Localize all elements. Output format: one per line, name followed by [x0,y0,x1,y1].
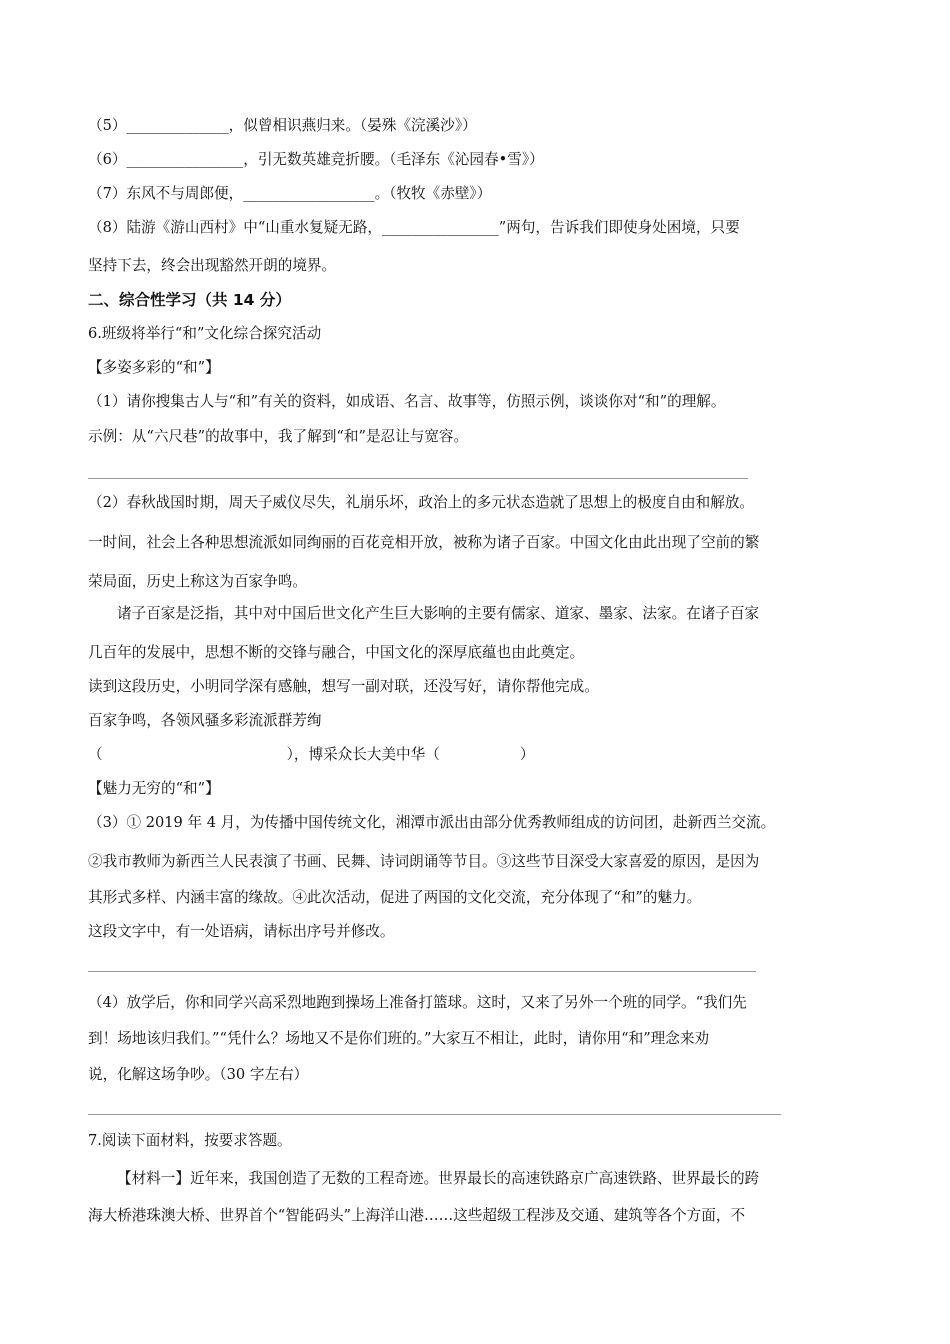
part-4-line-2: 到！场地该归我们。”“凭什么？场地又不是你们班的。”大家互不相让，此时，请你用“和”理念来劝 [88,1030,710,1047]
question-8-line-1: （8）陆游《游山西村》中“山重水复疑无路，________________”两句，告诉我们即使身处困境，只要 [88,219,740,236]
section-heading-comprehensive: 二、综合性学习（共 14 分） [88,291,291,309]
couplet-lower-line [88,745,534,765]
answer-line-1[interactable] [88,478,748,479]
question-5-line: （5）______________，似曾相识燕归来。（晏殊《浣溪沙》） [88,117,477,134]
couplet-upper-line: 百家争鸣，各领风骚多彩流派群芳绚 [88,712,322,729]
subheading-charm-he: 【魅力无穷的“和”】 [88,780,220,797]
part-1-prompt: （1）请你搜集古人与“和”有关的资料，如成语、名言、故事等，仿照示例，谈谈你对“和”的理解。 [88,393,726,410]
part-2-para-1-line-2: 一时间，社会上各种思想流派如同绚丽的百花竞相开放，被称为诸子百家。中国文化由此出现了空前的繁 [88,534,760,551]
part-2-instruction: 读到这段历史，小明同学深有感触，想写一副对联，还没写好，请你帮他完成。 [88,678,599,695]
question-8-line-2: 坚持下去，终会出现豁然开朗的境界。 [88,257,337,274]
part-4-line-3: 说，化解这场争吵。（30 字左右） [88,1066,309,1083]
answer-line-4[interactable] [88,1114,781,1115]
part-2-para-1-line-3: 荣局面，历史上称这为百家争鸣。 [88,573,307,590]
subheading-diverse-he: 【多姿多彩的“和”】 [88,359,220,376]
part-3-line-2: ②我市教师为新西兰人民表演了书画、民舞、诗词朗诵等节目。③这些节目深受大家喜爱的原因，是因为 [88,853,760,870]
question-6-title: 6.班级将举行“和”文化综合探究活动 [88,325,322,342]
material-1-line-1: 【材料一】近年来，我国创造了无数的工程奇迹。世界最长的高速铁路京广高速铁路、世界最长的跨 [117,1170,760,1187]
part-3-line-3: 其形式多样、内涵丰富的缘故。④此次活动，促进了两国的文化交流，充分体现了“和”的魅力。 [88,889,702,906]
material-1-line-2: 海大桥港珠澳大桥、世界首个“智能码头”上海洋山港……这些超级工程涉及交通、建筑等各个方面，不 [88,1207,746,1224]
question-7-title: 7.阅读下面材料，按要求答题。 [88,1132,292,1149]
part-3-line-1: （3）① 2019 年 4 月，为传播中国传统文化，湘潭市派出由部分优秀教师组成的访问团，赴新西兰交流。 [88,814,776,831]
question-7-line: （7）东风不与周郎便，__________________。（牧牧《赤壁》） [88,185,492,202]
part-2-para-1-line-1: （2）春秋战国时期，周天子威仪尽失，礼崩乐坏，政治上的多元状态造就了思想上的极度自由和解放。 [88,494,755,511]
part-2-para-2-line-2: 几百年的发展中，思想不断的交锋与融合，中国文化的深厚底蕴也由此奠定。 [88,644,585,661]
couplet-middle-text: ），博采众长大美中华（ [286,746,440,763]
part-2-para-2-line-1: 诸子百家是泛指，其中对中国后世文化产生巨大影响的主要有儒家、道家、墨家、法家。在诸子百家 [117,605,760,622]
part-3-instruction: 这段文字中，有一处语病，请标出序号并修改。 [88,923,395,940]
part-1-example: 示例：从“六尺巷”的故事中，我了解到“和”是忍让与宽容。 [88,428,469,445]
part-4-line-1: （4）放学后，你和同学兴高采烈地跑到操场上准备打篮球。这时，又来了另外一个班的同学。“我们先 [88,994,747,1011]
couplet-open-paren: （ [88,746,103,763]
couplet-close-paren: ） [519,746,535,763]
question-6-line: （6）________________，引无数英雄竞折腰。（毛泽东《沁园春•雪》） [88,151,544,168]
answer-line-3[interactable] [88,971,756,972]
